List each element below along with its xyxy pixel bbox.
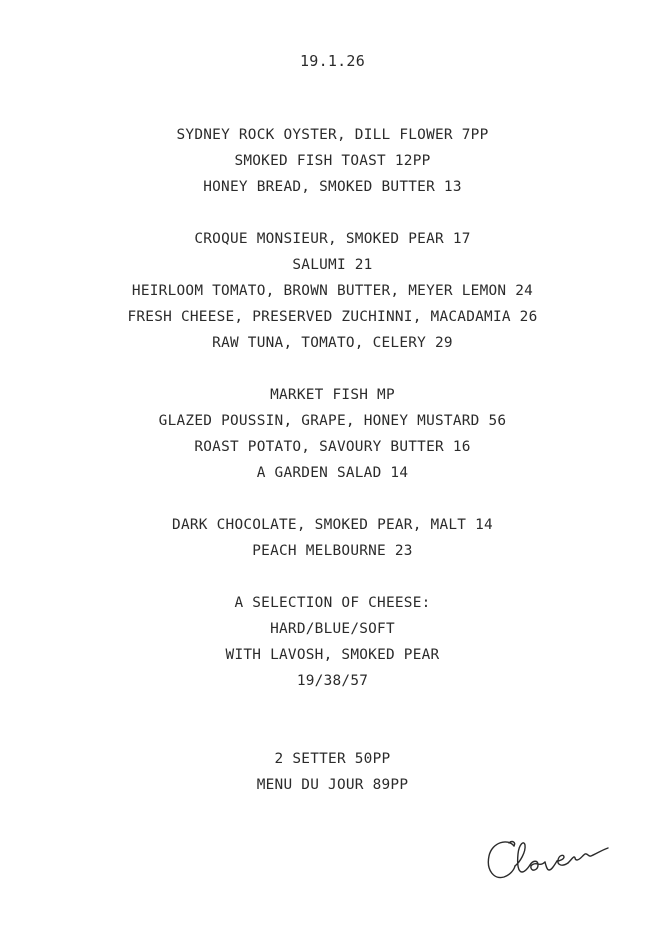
menu-date: 19.1.26 — [300, 52, 365, 70]
menu-item: HEIRLOOM TOMATO, BROWN BUTTER, MEYER LEMON 24 — [131, 283, 534, 299]
menu-item: SALUMI 21 — [292, 257, 373, 273]
menu-item: SYDNEY ROCK OYSTER, DILL FLOWER 7PP — [176, 127, 489, 143]
menu-item: A GARDEN SALAD 14 — [256, 465, 409, 481]
menu-item: HARD/BLUE/SOFT — [270, 621, 395, 637]
clover-script-logo-icon — [484, 832, 616, 888]
menu-item: WITH LAVOSH, SMOKED PEAR — [225, 647, 440, 663]
menu-item: CROQUE MONSIEUR, SMOKED PEAR 17 — [194, 231, 471, 247]
menu-item: 19/38/57 — [296, 673, 369, 689]
menu-item: PEACH MELBOURNE 23 — [252, 543, 413, 559]
menu-item: GLAZED POUSSIN, GRAPE, HONEY MUSTARD 56 — [158, 413, 507, 429]
menu-item: HONEY BREAD, SMOKED BUTTER 13 — [203, 179, 462, 195]
menu-item: MENU DU JOUR 89PP — [256, 777, 409, 793]
menu-item: RAW TUNA, TOMATO, CELERY 29 — [212, 335, 453, 351]
menu-item: SMOKED FISH TOAST 12PP — [234, 153, 431, 169]
menu-item: A SELECTION OF CHEESE: — [234, 595, 431, 611]
clover-logo — [484, 832, 616, 888]
menu-item: MARKET FISH MP — [270, 387, 395, 403]
menu-item: DARK CHOCOLATE, SMOKED PEAR, MALT 14 — [172, 517, 493, 533]
menu-item: FRESH CHEESE, PRESERVED ZUCHINNI, MACADAMIA 26 — [127, 309, 538, 325]
menu-item: ROAST POTATO, SAVOURY BUTTER 16 — [194, 439, 471, 455]
menu-item: 2 SETTER 50PP — [274, 751, 391, 767]
